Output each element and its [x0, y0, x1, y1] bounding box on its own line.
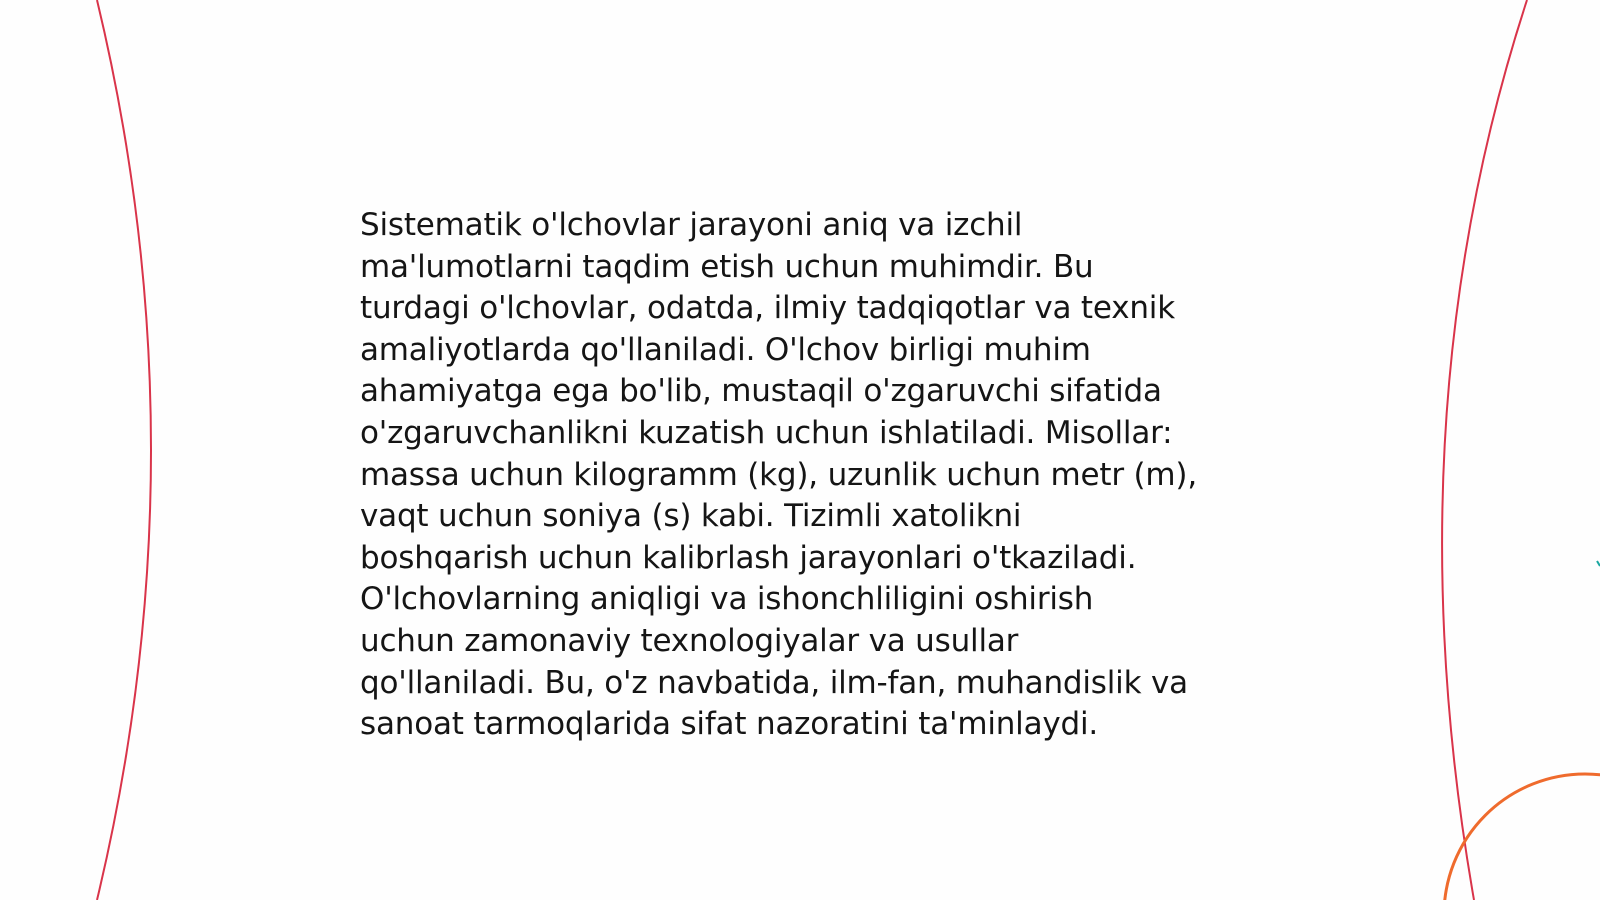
corner-circle-decoration — [1444, 774, 1600, 900]
right-decorative-curve — [1442, 0, 1527, 900]
paragraph-line: turdagi o'lchovlar, odatda, ilmiy tadqiqotlar va texnik — [360, 290, 1175, 327]
paragraph-line: uchun zamonaviy texnologiyalar va usullar — [360, 622, 1019, 659]
paragraph-line: sanoat tarmoqlarida sifat nazoratini ta'minlaydi. — [360, 706, 1099, 743]
paragraph-line: massa uchun kilogramm (kg), uzunlik uchun metr (m), — [360, 456, 1197, 493]
paragraph-line: boshqarish uchun kalibrlash jarayonlari o'tkaziladi. — [360, 539, 1137, 576]
paragraph-line: vaqt uchun soniya (s) kabi. Tizimli xatolikni — [360, 498, 1022, 535]
paragraph-line: amaliyotlarda qo'llaniladi. O'lchov birligi muhim — [360, 331, 1091, 368]
paragraph-line: o'zgaruvchanlikni kuzatish uchun ishlatiladi. Misollar: — [360, 414, 1173, 451]
paragraph-line: O'lchovlarning aniqligi va ishonchliligini oshirish — [360, 581, 1094, 618]
paragraph-line: ma'lumotlarni taqdim etish uchun muhimdir. Bu — [360, 248, 1094, 285]
body-paragraph — [360, 205, 1260, 746]
paragraph-line: ahamiyatga ega bo'lib, mustaqil o'zgaruvchi sifatida — [360, 373, 1162, 410]
left-decorative-curve — [97, 0, 151, 900]
paragraph-line: qo'llaniladi. Bu, o'z navbatida, ilm-fan, muhandislik va — [360, 664, 1188, 701]
paragraph-line: Sistematik o'lchovlar jarayoni aniq va izchil — [360, 207, 1023, 243]
